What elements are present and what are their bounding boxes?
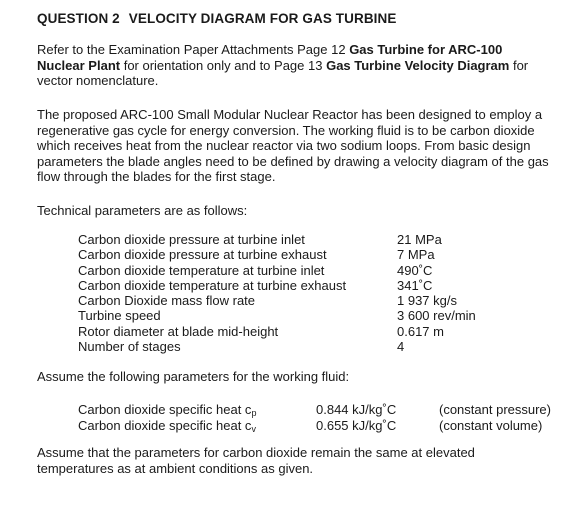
question-title bbox=[37, 11, 396, 27]
question-number: QUESTION 2 bbox=[37, 11, 120, 26]
parameter-value: 1 937 kg/s bbox=[397, 293, 457, 309]
parameter-row bbox=[78, 293, 548, 308]
parameter-label: Rotor diameter at blade mid-height bbox=[78, 323, 279, 339]
parameter-label: Turbine speed bbox=[78, 308, 161, 324]
description-paragraph: The proposed ARC-100 Small Modular Nuclear Reactor has been designed to employ a regenerative gas cycle for energy conversion. The working fluid is to be carbon dioxide which receives heat from the nuclear reactor via two sodium loops. From basic design parameters the blade angles need to be defined by drawing a velocity diagram of the gas flow through the blades for the first stage. bbox=[37, 107, 549, 184]
technical-parameter-list bbox=[78, 232, 548, 354]
parameter-value: 4 bbox=[397, 339, 405, 355]
fluid-parameter-subscript: p bbox=[251, 408, 257, 418]
parameter-row bbox=[78, 308, 548, 323]
parameter-label: Carbon dioxide pressure at turbine exhaust bbox=[78, 247, 327, 263]
intro-text-3: for vector nomenclature. bbox=[37, 57, 529, 88]
parameter-value: 3 600 rev/min bbox=[397, 308, 476, 324]
parameter-value: 0.617 m bbox=[397, 323, 444, 339]
fluid-parameter-note: (constant volume) bbox=[439, 417, 543, 433]
fluid-parameter-label-text: Carbon dioxide specific heat c bbox=[78, 417, 252, 433]
fluid-parameter-label bbox=[78, 418, 256, 438]
fluid-parameter-row bbox=[78, 402, 558, 418]
intro-attachment-ref-2: Gas Turbine Velocity Diagram bbox=[326, 57, 510, 73]
parameter-row bbox=[78, 339, 548, 354]
fluid-parameter-value: 0.844 kJ/kg˚C bbox=[316, 402, 397, 417]
fluid-parameter-label-text: Carbon dioxide specific heat c bbox=[78, 402, 252, 417]
fluid-parameter-value: 0.655 kJ/kg˚C bbox=[316, 417, 397, 433]
intro-text-2: for orientation only and to Page 13 bbox=[120, 57, 327, 73]
parameter-value: 7 MPa bbox=[397, 247, 435, 263]
parameter-value: 341˚C bbox=[397, 277, 433, 293]
parameter-row bbox=[78, 247, 548, 262]
fluid-parameter-note: (constant pressure) bbox=[439, 402, 551, 417]
parameter-label: Carbon dioxide pressure at turbine inlet bbox=[78, 232, 305, 247]
parameter-row bbox=[78, 324, 548, 339]
parameter-label: Carbon Dioxide mass flow rate bbox=[78, 293, 256, 309]
question-heading: VELOCITY DIAGRAM FOR GAS TURBINE bbox=[128, 11, 397, 26]
parameter-row bbox=[78, 263, 548, 278]
parameter-label: Number of stages bbox=[78, 339, 181, 355]
parameter-value: 21 MPa bbox=[397, 232, 442, 247]
closing-paragraph: Assume that the parameters for carbon dioxide remain the same at elevated temperatures as at ambient conditions as given. bbox=[37, 445, 475, 476]
fluid-parameter-subscript: v bbox=[251, 423, 256, 434]
intro-text-1: Refer to the Examination Paper Attachments Page 12 bbox=[37, 42, 350, 57]
parameter-label: Carbon dioxide temperature at turbine inlet bbox=[78, 262, 325, 278]
technical-heading: Technical parameters are as follows: bbox=[37, 203, 248, 218]
intro-attachment-ref-1: Gas Turbine for ARC-100 Nuclear Plant bbox=[37, 42, 503, 73]
assume-heading: Assume the following parameters for the working fluid: bbox=[37, 369, 350, 384]
fluid-parameter-row bbox=[78, 418, 558, 434]
parameter-row bbox=[78, 232, 548, 247]
intro-paragraph bbox=[37, 42, 552, 89]
parameter-value: 490˚C bbox=[397, 262, 433, 278]
fluid-parameter-list bbox=[78, 402, 558, 433]
parameter-row bbox=[78, 278, 548, 293]
parameter-label: Carbon dioxide temperature at turbine exhaust bbox=[78, 277, 347, 293]
